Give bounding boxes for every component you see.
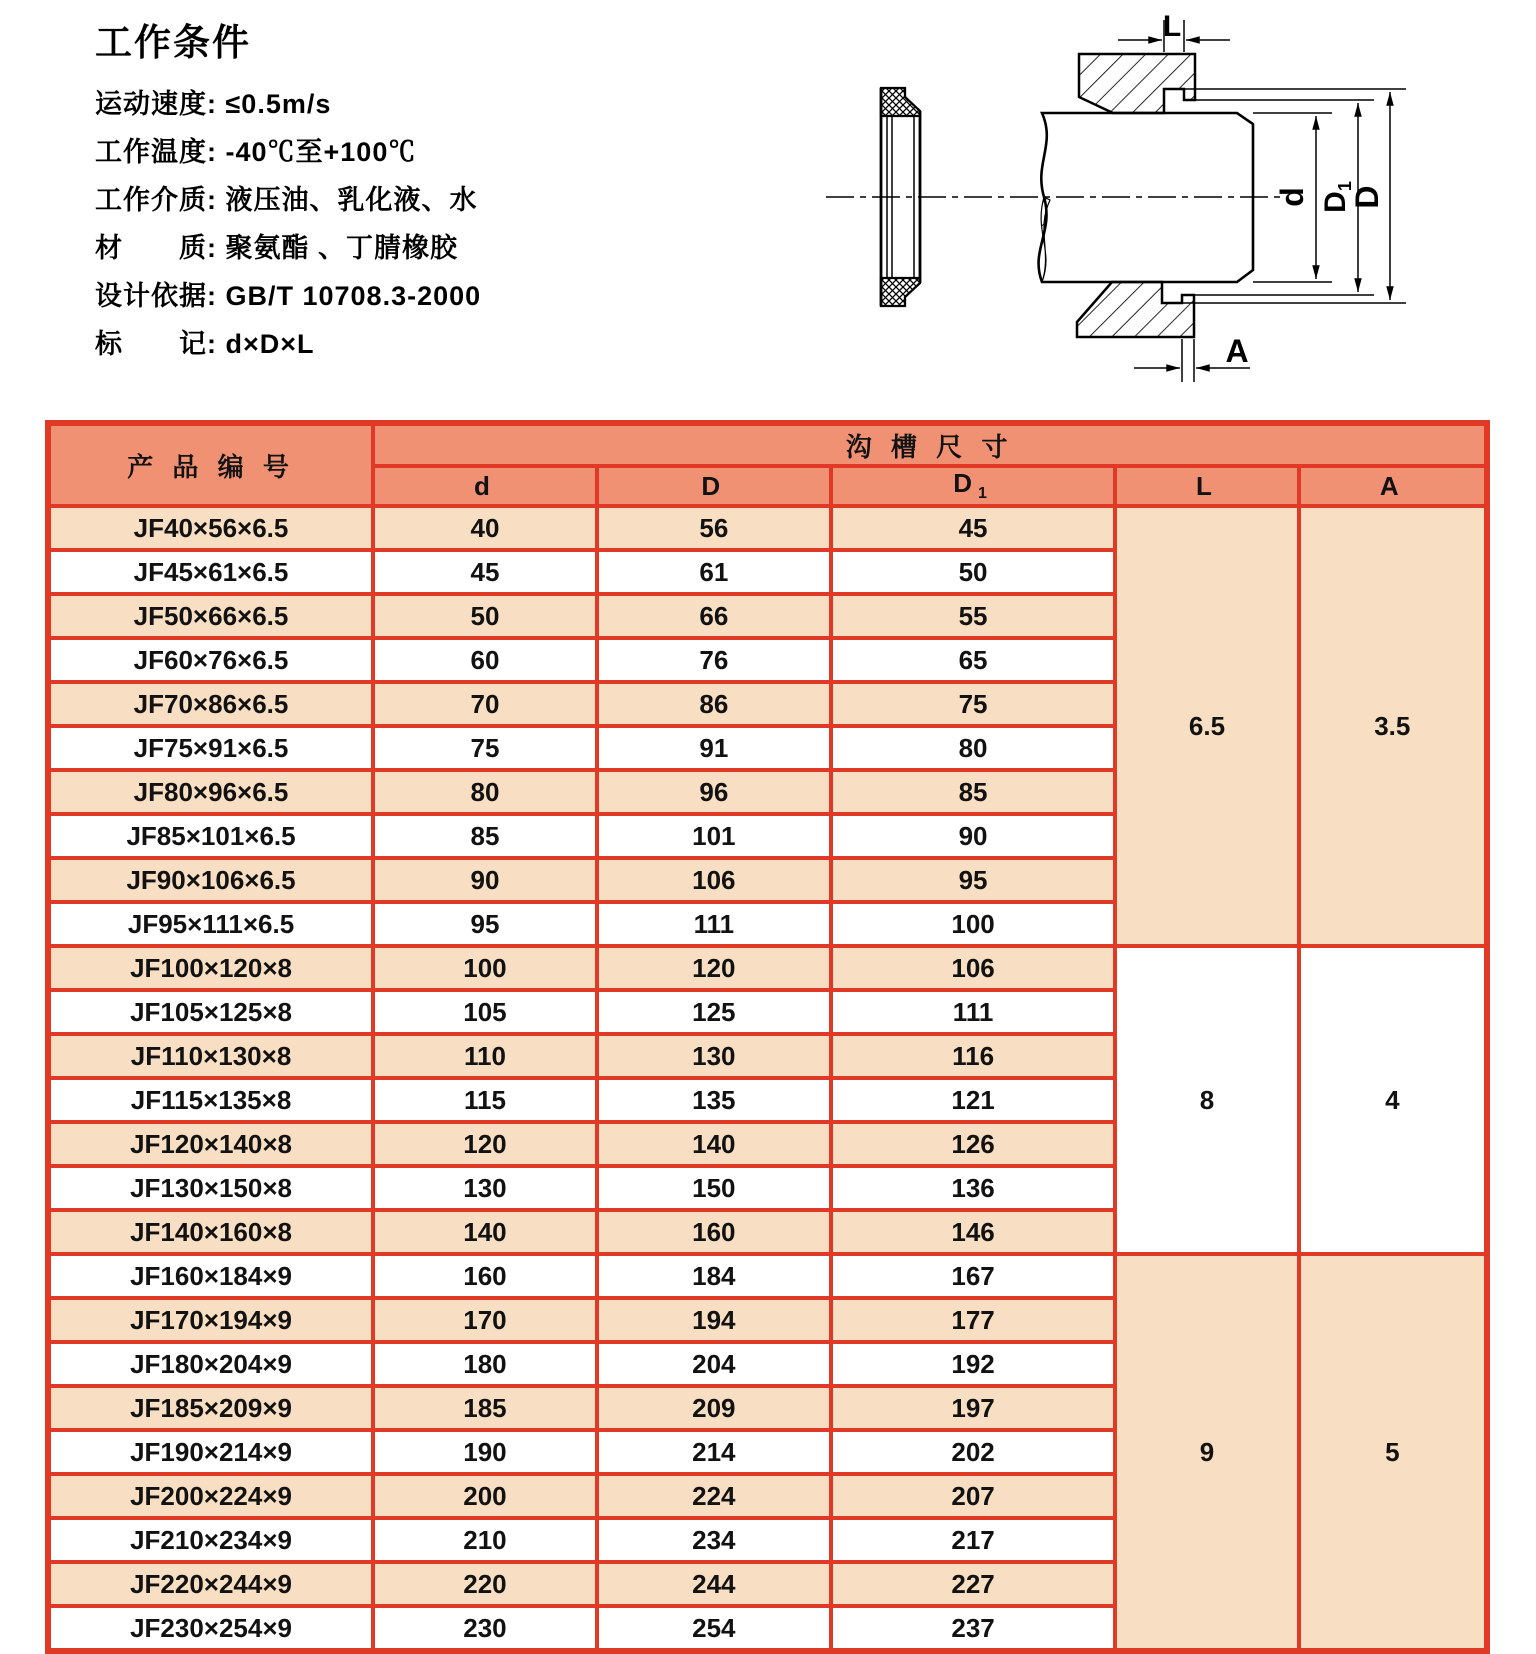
- seal-cross-section: [881, 88, 920, 306]
- A-merged-cell: 5: [1299, 1254, 1487, 1651]
- col-header-d: d: [373, 466, 597, 506]
- dim-label-D1: $D_1$: [1319, 181, 1355, 213]
- dim-D-cell: 140: [597, 1122, 831, 1166]
- product-number-header-cell: 产 品 编 号: [48, 423, 373, 506]
- dim-D-cell: 111: [597, 902, 831, 946]
- dim-D1-cell: 45: [831, 506, 1116, 550]
- product-code-cell: JF40×56×6.5: [48, 506, 373, 550]
- L-merged-cell: 9: [1115, 1254, 1298, 1651]
- dim-D1-cell: 146: [831, 1210, 1116, 1254]
- dim-d-cell: 210: [373, 1518, 597, 1562]
- product-code-cell: JF185×209×9: [48, 1386, 373, 1430]
- dim-D-cell: 66: [597, 594, 831, 638]
- dim-D1-cell: 85: [831, 770, 1116, 814]
- product-code-cell: JF115×135×8: [48, 1078, 373, 1122]
- product-code-cell: JF70×86×6.5: [48, 682, 373, 726]
- dim-D1-cell: 207: [831, 1474, 1116, 1518]
- product-code-cell: JF75×91×6.5: [48, 726, 373, 770]
- dim-label-D: D: [1349, 185, 1385, 209]
- condition-line-temperature: 工作温度: -40℃至+100℃: [95, 137, 417, 167]
- dim-D1-cell: 116: [831, 1034, 1116, 1078]
- dim-label-L: L: [1162, 10, 1182, 43]
- dim-D-cell: 224: [597, 1474, 831, 1518]
- dim-d-cell: 50: [373, 594, 597, 638]
- condition-line-material: 材 质: 聚氨酯 、丁腈橡胶: [95, 233, 458, 263]
- housing-top: [1079, 54, 1195, 113]
- table-row: [48, 946, 1487, 990]
- product-code-cell: JF85×101×6.5: [48, 814, 373, 858]
- spec-table: [45, 420, 1490, 1654]
- product-code-cell: JF130×150×8: [48, 1166, 373, 1210]
- dim-D-cell: 204: [597, 1342, 831, 1386]
- condition-line-marking: 标 记: d×D×L: [95, 329, 315, 359]
- dim-d-cell: 75: [373, 726, 597, 770]
- product-code-cell: JF210×234×9: [48, 1518, 373, 1562]
- product-code-cell: JF220×244×9: [48, 1562, 373, 1606]
- dim-D1-cell: 106: [831, 946, 1116, 990]
- dim-D1-cell: 80: [831, 726, 1116, 770]
- dim-D-cell: 61: [597, 550, 831, 594]
- product-code-cell: JF45×61×6.5: [48, 550, 373, 594]
- product-code-cell: JF110×130×8: [48, 1034, 373, 1078]
- dim-D-cell: 101: [597, 814, 831, 858]
- dim-D1-cell: 95: [831, 858, 1116, 902]
- dim-D1-cell: 197: [831, 1386, 1116, 1430]
- product-code-cell: JF100×120×8: [48, 946, 373, 990]
- dim-d-cell: 40: [373, 506, 597, 550]
- dim-d-cell: 60: [373, 638, 597, 682]
- dim-D1-cell: 65: [831, 638, 1116, 682]
- dim-d-cell: 200: [373, 1474, 597, 1518]
- groove-size-header-cell: 沟 槽 尺 寸: [373, 423, 1487, 466]
- dim-D-cell: 244: [597, 1562, 831, 1606]
- dim-d-cell: 180: [373, 1342, 597, 1386]
- dim-d-cell: 70: [373, 682, 597, 726]
- table-row: [48, 506, 1487, 550]
- dim-D-cell: 160: [597, 1210, 831, 1254]
- dim-D-cell: 209: [597, 1386, 831, 1430]
- dim-d-cell: 105: [373, 990, 597, 1034]
- dim-d-cell: 90: [373, 858, 597, 902]
- product-code-cell: JF170×194×9: [48, 1298, 373, 1342]
- product-code-cell: JF95×111×6.5: [48, 902, 373, 946]
- dim-d-cell: 85: [373, 814, 597, 858]
- L-merged-cell: 6.5: [1115, 506, 1298, 946]
- dim-D1-cell: 50: [831, 550, 1116, 594]
- product-code-cell: JF140×160×8: [48, 1210, 373, 1254]
- dim-d-cell: 220: [373, 1562, 597, 1606]
- dim-d-cell: 185: [373, 1386, 597, 1430]
- A-merged-cell: 4: [1299, 946, 1487, 1254]
- dim-label-A: A: [1225, 333, 1249, 369]
- dim-D1-cell: 237: [831, 1606, 1116, 1651]
- dim-D1-cell: 136: [831, 1166, 1116, 1210]
- dim-D1-cell: 227: [831, 1562, 1116, 1606]
- dim-d-cell: 95: [373, 902, 597, 946]
- technical-drawing: [0, 0, 1536, 412]
- dim-D-cell: 76: [597, 638, 831, 682]
- product-code-cell: JF60×76×6.5: [48, 638, 373, 682]
- dim-D1-cell: 100: [831, 902, 1116, 946]
- dim-D-cell: 130: [597, 1034, 831, 1078]
- dim-d-cell: 190: [373, 1430, 597, 1474]
- dim-d-cell: 110: [373, 1034, 597, 1078]
- dim-d-cell: 100: [373, 946, 597, 990]
- product-code-cell: JF90×106×6.5: [48, 858, 373, 902]
- dim-D-cell: 194: [597, 1298, 831, 1342]
- dim-D1-cell: 121: [831, 1078, 1116, 1122]
- dim-d-cell: 170: [373, 1298, 597, 1342]
- A-merged-cell: 3.5: [1299, 506, 1487, 946]
- dim-d-cell: 80: [373, 770, 597, 814]
- col-header-L: L: [1115, 466, 1298, 506]
- dim-D1-cell: 167: [831, 1254, 1116, 1298]
- product-code-cell: JF200×224×9: [48, 1474, 373, 1518]
- dim-D1-cell: 90: [831, 814, 1116, 858]
- dim-D-cell: 135: [597, 1078, 831, 1122]
- dim-label-d: d: [1274, 187, 1310, 207]
- condition-line-speed: 运动速度: ≤0.5m/s: [95, 89, 332, 119]
- dim-d-cell: 140: [373, 1210, 597, 1254]
- dim-d-cell: 45: [373, 550, 597, 594]
- product-code-cell: JF160×184×9: [48, 1254, 373, 1298]
- product-code-cell: JF190×214×9: [48, 1430, 373, 1474]
- dim-d-cell: 130: [373, 1166, 597, 1210]
- dim-D1-cell: 126: [831, 1122, 1116, 1166]
- dim-D1-cell: 75: [831, 682, 1116, 726]
- col-header-A: A: [1299, 466, 1487, 506]
- dim-D-cell: 150: [597, 1166, 831, 1210]
- dim-d-cell: 160: [373, 1254, 597, 1298]
- table-header-row-1: [48, 423, 1487, 466]
- housing-bottom: [1077, 282, 1194, 337]
- col-header-D: D: [597, 466, 831, 506]
- product-code-cell: JF105×125×8: [48, 990, 373, 1034]
- product-code-cell: JF50×66×6.5: [48, 594, 373, 638]
- dim-D-cell: 234: [597, 1518, 831, 1562]
- product-code-cell: JF180×204×9: [48, 1342, 373, 1386]
- table-row: [48, 1254, 1487, 1298]
- dim-D1-cell: 202: [831, 1430, 1116, 1474]
- dim-D1-cell: 192: [831, 1342, 1116, 1386]
- conditions-title: 工作条件: [95, 22, 251, 63]
- dim-D-cell: 91: [597, 726, 831, 770]
- dim-D-cell: 56: [597, 506, 831, 550]
- dim-d-cell: 230: [373, 1606, 597, 1651]
- product-code-cell: JF120×140×8: [48, 1122, 373, 1166]
- dim-D1-cell: 177: [831, 1298, 1116, 1342]
- dim-D1-cell: 217: [831, 1518, 1116, 1562]
- condition-line-standard: 设计依据: GB/T 10708.3-2000: [95, 281, 482, 311]
- dim-D-cell: 120: [597, 946, 831, 990]
- col-header-D1: $D_1$: [831, 466, 1116, 506]
- dim-D1-cell: 111: [831, 990, 1116, 1034]
- dim-d-cell: 115: [373, 1078, 597, 1122]
- dim-d-cell: 120: [373, 1122, 597, 1166]
- L-merged-cell: 8: [1115, 946, 1298, 1254]
- condition-line-medium: 工作介质: 液压油、乳化液、水: [95, 185, 478, 215]
- dim-D-cell: 106: [597, 858, 831, 902]
- dim-D-cell: 214: [597, 1430, 831, 1474]
- spec-table-wrap: [45, 420, 1490, 1654]
- product-code-cell: JF230×254×9: [48, 1606, 373, 1651]
- dim-D-cell: 254: [597, 1606, 831, 1651]
- dim-D-cell: 125: [597, 990, 831, 1034]
- dim-D-cell: 184: [597, 1254, 831, 1298]
- dim-D-cell: 86: [597, 682, 831, 726]
- product-code-cell: JF80×96×6.5: [48, 770, 373, 814]
- dim-D1-cell: 55: [831, 594, 1116, 638]
- dim-D-cell: 96: [597, 770, 831, 814]
